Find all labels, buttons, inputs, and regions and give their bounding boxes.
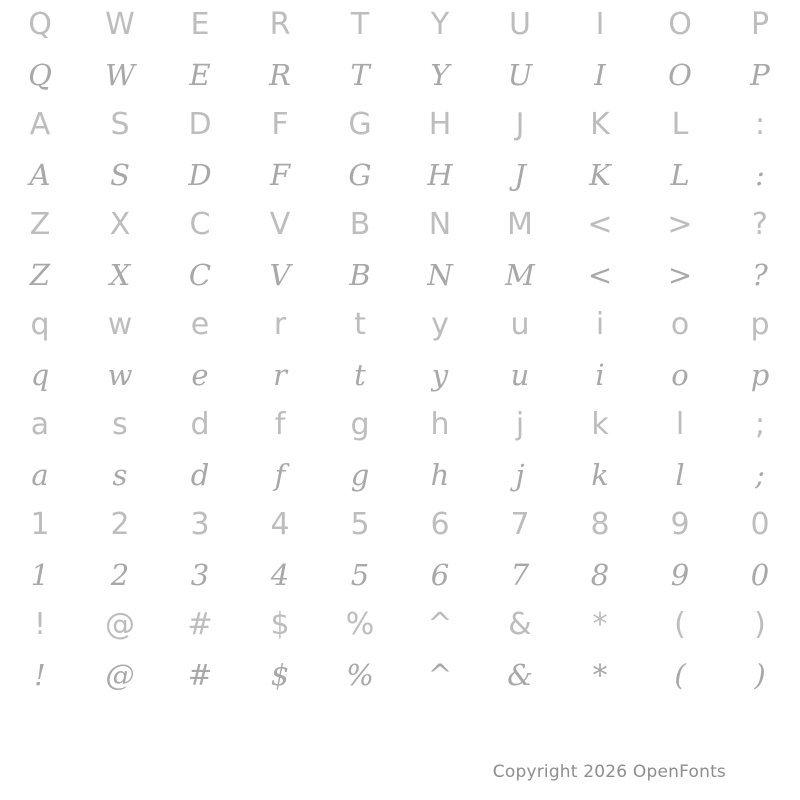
glyph-cell xyxy=(320,300,400,350)
glyph-cell xyxy=(320,250,400,300)
glyph-cell xyxy=(400,0,480,50)
glyph-upright: G xyxy=(348,107,372,142)
glyph-italic: 4 xyxy=(270,557,290,592)
glyph-cell xyxy=(480,200,560,250)
glyph-cell xyxy=(0,500,80,550)
glyph-upright: e xyxy=(190,307,210,342)
glyph-italic: V xyxy=(269,257,291,292)
glyph-upright: C xyxy=(189,207,211,242)
glyph-cell xyxy=(720,450,800,500)
glyph-upright: X xyxy=(109,207,131,242)
glyph-italic: q xyxy=(30,357,50,392)
glyph-cell xyxy=(640,150,720,200)
glyph-cell xyxy=(640,350,720,400)
glyph-cell xyxy=(160,650,240,700)
glyph-italic: w xyxy=(107,357,133,392)
glyph-upright: 7 xyxy=(510,507,530,542)
glyph-cell xyxy=(240,600,320,650)
glyph-cell xyxy=(480,450,560,500)
glyph-upright: O xyxy=(668,7,692,42)
glyph-cell xyxy=(240,150,320,200)
glyph-cell xyxy=(320,350,400,400)
glyph-italic: G xyxy=(348,157,372,192)
glyph-italic: K xyxy=(589,157,611,192)
glyph-upright: : xyxy=(754,107,766,142)
glyph-cell xyxy=(480,0,560,50)
glyph-cell xyxy=(80,0,160,50)
glyph-cell xyxy=(80,550,160,600)
glyph-cell xyxy=(160,100,240,150)
glyph-cell xyxy=(320,400,400,450)
glyph-italic: U xyxy=(507,57,533,92)
glyph-upright: # xyxy=(187,607,213,642)
glyph-cell xyxy=(400,350,480,400)
glyph-upright: i xyxy=(595,307,605,342)
glyph-upright: 4 xyxy=(270,507,290,542)
glyph-italic: $ xyxy=(270,657,290,692)
glyph-italic: 5 xyxy=(350,557,370,592)
glyph-cell xyxy=(640,200,720,250)
glyph-italic: a xyxy=(31,457,49,492)
glyph-upright: $ xyxy=(270,607,290,642)
glyph-upright: y xyxy=(431,307,449,342)
glyph-upright: E xyxy=(190,7,210,42)
glyph-cell xyxy=(160,350,240,400)
glyph-upright: u xyxy=(510,307,530,342)
glyph-upright: 5 xyxy=(350,507,370,542)
glyph-cell xyxy=(560,650,640,700)
glyph-upright: 2 xyxy=(110,507,130,542)
glyph-cell xyxy=(320,500,400,550)
glyph-cell xyxy=(480,300,560,350)
glyph-cell xyxy=(480,150,560,200)
glyph-upright: > xyxy=(667,207,693,242)
glyph-italic: S xyxy=(110,157,130,192)
glyph-italic: ^ xyxy=(427,657,453,692)
glyph-upright: W xyxy=(105,7,135,42)
glyph-cell xyxy=(240,500,320,550)
glyph-cell xyxy=(720,650,800,700)
glyph-upright: f xyxy=(274,407,286,442)
glyph-italic: R xyxy=(269,57,291,92)
glyph-cell xyxy=(80,100,160,150)
glyph-upright: 9 xyxy=(670,507,690,542)
glyph-cell xyxy=(240,100,320,150)
glyph-italic: F xyxy=(269,157,291,192)
glyph-upright: I xyxy=(595,7,605,42)
glyph-upright: Z xyxy=(29,207,51,242)
glyph-cell xyxy=(640,400,720,450)
glyph-upright: R xyxy=(269,7,291,42)
glyph-upright: & xyxy=(508,607,532,642)
glyph-cell xyxy=(240,650,320,700)
glyph-italic: t xyxy=(354,357,366,392)
glyph-upright: Q xyxy=(28,7,52,42)
glyph-italic: 8 xyxy=(590,557,610,592)
glyph-cell xyxy=(640,100,720,150)
glyph-italic: P xyxy=(750,57,770,92)
glyph-italic: I xyxy=(594,57,606,92)
glyph-cell xyxy=(720,250,800,300)
glyph-cell xyxy=(160,550,240,600)
glyph-italic: f xyxy=(274,457,286,492)
glyph-cell xyxy=(0,50,80,100)
glyph-cell xyxy=(240,450,320,500)
glyph-cell xyxy=(0,600,80,650)
glyph-cell xyxy=(160,50,240,100)
glyph-italic: k xyxy=(591,457,609,492)
glyph-cell xyxy=(400,150,480,200)
glyph-cell xyxy=(80,200,160,250)
glyph-cell xyxy=(400,550,480,600)
glyph-italic: # xyxy=(187,657,213,692)
glyph-cell xyxy=(160,150,240,200)
glyph-cell xyxy=(160,400,240,450)
glyph-cell xyxy=(0,250,80,300)
glyph-upright: D xyxy=(188,107,212,142)
glyph-cell xyxy=(320,100,400,150)
glyph-cell xyxy=(80,400,160,450)
glyph-italic: j xyxy=(515,457,525,492)
glyph-cell xyxy=(640,650,720,700)
glyph-upright: H xyxy=(428,107,452,142)
glyph-cell xyxy=(480,550,560,600)
glyph-italic: L xyxy=(670,157,690,192)
glyph-cell xyxy=(240,550,320,600)
glyph-upright: q xyxy=(30,307,50,342)
glyph-upright: Y xyxy=(430,7,450,42)
glyph-italic: r xyxy=(273,357,287,392)
glyph-italic: g xyxy=(350,457,370,492)
glyph-cell xyxy=(480,50,560,100)
glyph-italic: ! xyxy=(34,657,46,692)
glyph-cell xyxy=(640,500,720,550)
glyph-cell xyxy=(80,50,160,100)
glyph-upright: t xyxy=(354,307,366,342)
glyph-italic: W xyxy=(105,57,135,92)
glyph-cell xyxy=(640,300,720,350)
glyph-cell xyxy=(480,400,560,450)
glyph-cell xyxy=(400,50,480,100)
glyph-cell xyxy=(560,550,640,600)
glyph-italic: 6 xyxy=(430,557,450,592)
glyph-cell xyxy=(640,0,720,50)
glyph-cell xyxy=(720,350,800,400)
glyph-cell xyxy=(640,600,720,650)
glyph-upright: 1 xyxy=(30,507,50,542)
glyph-upright: ; xyxy=(754,407,766,442)
glyph-cell xyxy=(80,350,160,400)
glyph-cell xyxy=(720,50,800,100)
glyph-upright: J xyxy=(515,107,525,142)
glyph-italic: 7 xyxy=(510,557,530,592)
glyph-upright: ? xyxy=(752,207,768,242)
glyph-upright: T xyxy=(350,7,370,42)
glyph-cell xyxy=(720,500,800,550)
glyph-cell xyxy=(640,550,720,600)
glyph-cell xyxy=(320,600,400,650)
glyph-cell xyxy=(400,250,480,300)
glyph-italic: T xyxy=(350,57,370,92)
glyph-cell xyxy=(80,450,160,500)
glyph-italic: 9 xyxy=(670,557,690,592)
glyph-upright: g xyxy=(350,407,370,442)
glyph-cell xyxy=(320,450,400,500)
glyph-cell xyxy=(400,400,480,450)
glyph-cell xyxy=(560,400,640,450)
glyph-cell xyxy=(400,300,480,350)
glyph-italic: 2 xyxy=(110,557,130,592)
glyph-cell xyxy=(720,150,800,200)
glyph-italic: @ xyxy=(105,657,135,692)
glyph-cell xyxy=(480,600,560,650)
glyph-cell xyxy=(240,250,320,300)
glyph-cell xyxy=(0,450,80,500)
glyph-cell xyxy=(320,550,400,600)
glyph-cell xyxy=(160,500,240,550)
glyph-cell xyxy=(560,250,640,300)
glyph-cell xyxy=(560,500,640,550)
glyph-italic: B xyxy=(349,257,371,292)
glyph-italic: M xyxy=(505,257,535,292)
glyph-italic: Z xyxy=(29,257,51,292)
glyph-upright: % xyxy=(345,607,375,642)
glyph-upright: ( xyxy=(674,607,686,642)
glyph-upright: M xyxy=(507,207,533,242)
glyph-italic: l xyxy=(675,457,685,492)
glyph-cell xyxy=(240,350,320,400)
glyph-upright: L xyxy=(671,107,689,142)
glyph-italic: d xyxy=(190,457,210,492)
glyph-cell xyxy=(560,0,640,50)
glyph-cell xyxy=(480,250,560,300)
glyph-cell xyxy=(240,400,320,450)
glyph-upright: o xyxy=(670,307,690,342)
glyph-upright: 3 xyxy=(190,507,210,542)
glyph-cell xyxy=(160,0,240,50)
glyph-cell xyxy=(80,500,160,550)
glyph-italic: Q xyxy=(28,57,52,92)
glyph-upright: V xyxy=(269,207,291,242)
glyph-cell xyxy=(720,400,800,450)
glyph-italic: A xyxy=(29,157,51,192)
glyph-cell xyxy=(720,600,800,650)
glyph-upright: s xyxy=(112,407,128,442)
glyph-cell xyxy=(240,0,320,50)
glyph-italic: o xyxy=(671,357,689,392)
glyph-cell xyxy=(720,0,800,50)
glyph-cell xyxy=(0,150,80,200)
glyph-cell xyxy=(0,550,80,600)
glyph-cell xyxy=(400,500,480,550)
glyph-upright: p xyxy=(750,307,770,342)
glyph-cell xyxy=(560,450,640,500)
glyph-cell xyxy=(400,650,480,700)
glyph-cell xyxy=(0,300,80,350)
glyph-upright: j xyxy=(515,407,525,442)
glyph-italic: & xyxy=(507,657,533,692)
glyph-cell xyxy=(320,150,400,200)
glyph-upright: ^ xyxy=(427,607,453,642)
glyph-cell xyxy=(720,300,800,350)
glyph-cell xyxy=(400,450,480,500)
glyph-cell xyxy=(400,600,480,650)
glyph-italic: > xyxy=(667,257,693,292)
glyph-cell xyxy=(80,600,160,650)
glyph-italic: < xyxy=(587,257,613,292)
glyph-cell xyxy=(0,100,80,150)
glyph-cell xyxy=(560,50,640,100)
glyph-upright: B xyxy=(349,207,371,242)
glyph-cell xyxy=(720,550,800,600)
glyph-cell xyxy=(400,200,480,250)
glyph-cell xyxy=(560,200,640,250)
glyph-cell xyxy=(240,300,320,350)
glyph-upright: F xyxy=(271,107,289,142)
glyph-italic: ; xyxy=(755,457,765,492)
glyph-italic: H xyxy=(427,157,453,192)
glyph-cell xyxy=(80,250,160,300)
glyph-upright: h xyxy=(430,407,450,442)
glyph-cell xyxy=(80,150,160,200)
glyph-upright: A xyxy=(29,107,51,142)
glyph-italic: i xyxy=(595,357,605,392)
glyph-cell xyxy=(640,50,720,100)
glyph-upright: @ xyxy=(105,607,135,642)
glyph-cell xyxy=(560,350,640,400)
glyph-italic: : xyxy=(755,157,765,192)
glyph-cell xyxy=(560,600,640,650)
glyph-upright: 6 xyxy=(430,507,450,542)
glyph-cell xyxy=(320,0,400,50)
glyph-italic: N xyxy=(427,257,453,292)
glyph-upright: K xyxy=(590,107,610,142)
glyph-cell xyxy=(80,300,160,350)
glyph-upright: * xyxy=(592,607,608,642)
glyph-cell xyxy=(560,150,640,200)
glyph-cell xyxy=(400,100,480,150)
glyph-upright: P xyxy=(750,7,770,42)
glyph-cell xyxy=(0,650,80,700)
glyph-italic: ? xyxy=(752,257,768,292)
glyph-cell xyxy=(480,350,560,400)
glyph-italic: X xyxy=(109,257,131,292)
glyph-italic: e xyxy=(191,357,209,392)
glyph-italic: 1 xyxy=(30,557,50,592)
glyph-cell xyxy=(560,100,640,150)
glyph-cell xyxy=(640,250,720,300)
glyph-cell xyxy=(320,650,400,700)
copyright-notice: Copyright 2026 OpenFonts xyxy=(492,762,726,782)
glyph-upright: 0 xyxy=(750,507,770,542)
glyph-italic: D xyxy=(188,157,212,192)
glyph-cell xyxy=(240,200,320,250)
glyph-cell xyxy=(160,300,240,350)
glyph-italic: O xyxy=(668,57,692,92)
glyph-upright: r xyxy=(273,307,287,342)
glyph-cell xyxy=(0,350,80,400)
glyph-upright: U xyxy=(509,7,531,42)
glyph-italic: 3 xyxy=(190,557,210,592)
glyph-italic: J xyxy=(514,157,526,192)
glyph-cell xyxy=(160,450,240,500)
glyph-cell xyxy=(480,650,560,700)
glyph-cell xyxy=(640,450,720,500)
glyph-cell xyxy=(0,0,80,50)
glyph-upright: k xyxy=(591,407,609,442)
glyph-cell xyxy=(160,600,240,650)
glyph-italic: % xyxy=(346,657,374,692)
glyph-italic: h xyxy=(430,457,450,492)
glyph-cell xyxy=(560,300,640,350)
glyph-italic: E xyxy=(189,57,211,92)
glyph-upright: 8 xyxy=(590,507,610,542)
glyph-italic: 0 xyxy=(750,557,770,592)
glyph-upright: S xyxy=(110,107,130,142)
glyph-cell xyxy=(160,200,240,250)
glyph-cell xyxy=(320,50,400,100)
glyph-italic: s xyxy=(112,457,128,492)
glyph-italic: ) xyxy=(754,657,766,692)
glyph-upright: a xyxy=(30,407,50,442)
glyph-upright: < xyxy=(587,207,613,242)
glyph-cell xyxy=(80,650,160,700)
glyph-italic: * xyxy=(592,657,608,692)
glyph-cell xyxy=(160,250,240,300)
glyph-cell xyxy=(240,50,320,100)
glyph-upright: N xyxy=(428,207,452,242)
glyph-cell xyxy=(0,400,80,450)
glyph-upright: l xyxy=(675,407,685,442)
glyph-upright: ) xyxy=(754,607,766,642)
glyph-italic: ( xyxy=(674,657,686,692)
glyph-upright: w xyxy=(107,307,133,342)
glyph-cell xyxy=(0,200,80,250)
glyph-upright: ! xyxy=(33,607,47,642)
glyph-italic: Y xyxy=(430,57,450,92)
glyph-cell xyxy=(720,100,800,150)
glyph-cell xyxy=(480,100,560,150)
glyph-cell xyxy=(720,200,800,250)
glyph-italic: p xyxy=(750,357,770,392)
glyph-italic: C xyxy=(188,257,212,292)
glyph-cell xyxy=(480,500,560,550)
glyph-italic: u xyxy=(510,357,530,392)
glyph-upright: d xyxy=(190,407,210,442)
glyph-italic: y xyxy=(431,357,449,392)
glyph-cell xyxy=(320,200,400,250)
